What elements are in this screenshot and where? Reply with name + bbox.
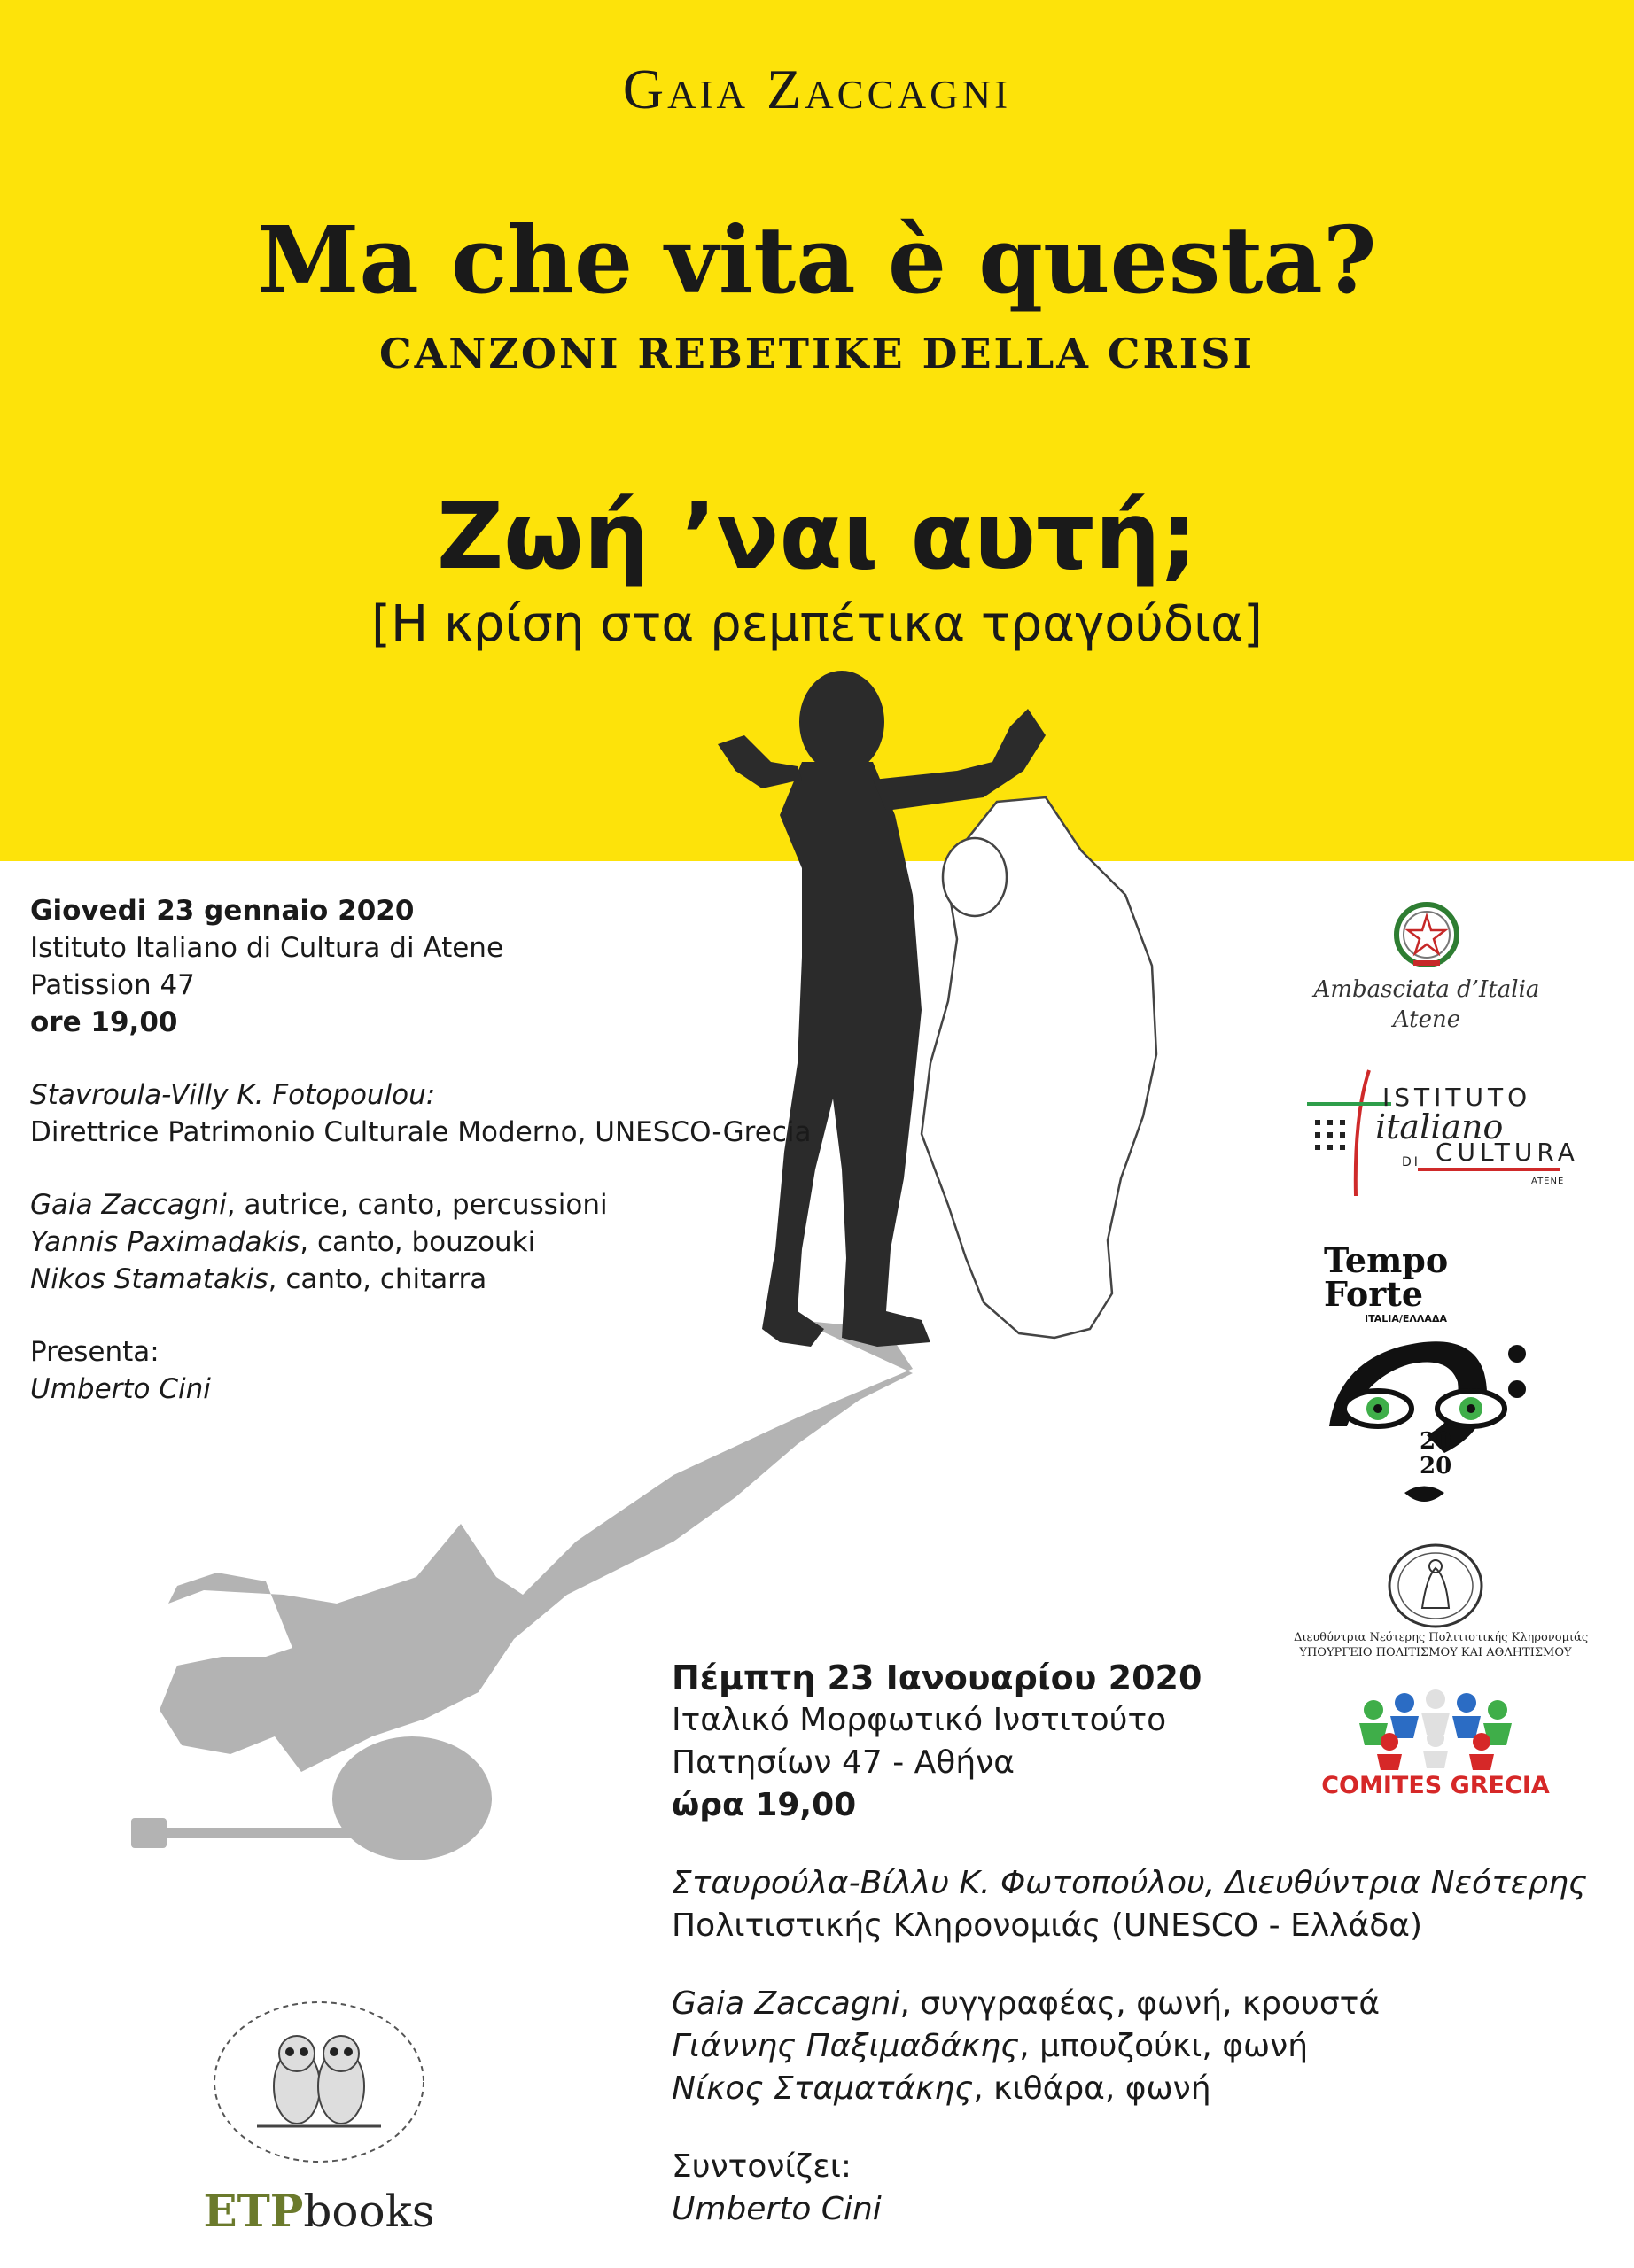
performer-role: , canto, bouzouki (300, 1226, 536, 1258)
etp-brand: ETP (203, 2185, 304, 2237)
performer-role: , συγγραφέας, φωνή, κρουστά (899, 1985, 1381, 2022)
performer-name: Γιάννης Παξιμαδάκης (672, 2028, 1020, 2064)
iic-line3: CULTURA (1436, 1138, 1579, 1167)
performer-gr (672, 2025, 1587, 2068)
tempo-line1: Tempo (1324, 1240, 1449, 1280)
performer-name: Yannis Paximadakis (30, 1226, 300, 1258)
tempo-year2: 20 (1420, 1453, 1452, 1480)
performer-name: Νίκος Σταματάκης (672, 2070, 974, 2107)
etp-wordmark (195, 2185, 443, 2237)
iic-logo (1303, 1063, 1579, 1205)
host-label-it: Presenta: (30, 1336, 160, 1368)
guest-name-it: Stavroula-Villy K. Fotopoulou: (30, 1079, 436, 1111)
ministry-line2: ΥΠΟΥΡΓΕΙΟ ΠΟΛΙΤΙΣΜΟΥ ΚΑΙ ΑΘΛΗΤΙΣΜΟΥ (1299, 1646, 1572, 1659)
ambasciata-logo (1276, 895, 1577, 1035)
etp-suffix: books (303, 2186, 435, 2237)
comites-logo (1320, 1683, 1551, 1799)
event-date-it: Giovedi 23 gennaio 2020 (30, 895, 415, 927)
host-name-gr: Umberto Cini (672, 2191, 882, 2227)
event-time-it: ore 19,00 (30, 1006, 178, 1038)
comites-label: COMITES GRECIA (1321, 1772, 1550, 1799)
tempo-line2: Forte (1324, 1274, 1423, 1314)
tempo-forte-logo (1320, 1240, 1551, 1515)
iic-line1: ISTITUTO (1382, 1083, 1532, 1112)
event-time-gr: ώρα 19,00 (672, 1787, 857, 1823)
performer-gr (672, 1983, 1587, 2025)
performer-gr (672, 2068, 1587, 2110)
performer-name: Gaia Zaccagni (672, 1985, 900, 2022)
title-greek: Ζωή ’ναι αυτή; (436, 482, 1198, 590)
performer-name: Nikos Stamatakis (30, 1263, 268, 1295)
performer-role: , canto, chitarra (268, 1263, 487, 1295)
iic-city: ATENE (1531, 1177, 1565, 1186)
ambasciata-line1: Ambasciata d’Italia (1313, 976, 1540, 1003)
iic-line2: italiano (1375, 1107, 1504, 1146)
guest-line2-gr: Πολιτιστικής Κληρονομιάς (UNESCO - Ελλάδα) (672, 1907, 1423, 1944)
performer-it (30, 1186, 811, 1223)
guest-line1-gr: Σταυρούλα-Βίλλυ Κ. Φωτοπούλου, Διευθύντρια Νεότερης (672, 1865, 1588, 1901)
tempo-year1: 20 (1420, 1428, 1452, 1455)
event-venue-it: Istituto Italiano di Cultura di Atene (30, 932, 504, 964)
title-italian: Ma che vita è questa? (257, 206, 1377, 315)
white-outline-figure (922, 797, 1156, 1338)
comites-people-icon (1347, 1683, 1524, 1772)
guest-role-it: Direttrice Patrimonio Culturale Moderno, UNESCO-Grecia (30, 1116, 812, 1148)
performer-it (30, 1223, 811, 1261)
ambasciata-line2: Atene (1392, 1006, 1461, 1033)
author-name: Gaia Zaccagni (622, 58, 1012, 120)
host-name-it: Umberto Cini (30, 1373, 211, 1405)
event-venue-gr: Ιταλικό Μορφωτικό Ινστιτούτο (672, 1702, 1167, 1738)
performer-role: , autrice, canto, percussioni (226, 1189, 608, 1221)
host-label-gr: Συντονίζει: (672, 2148, 852, 2185)
performer-it (30, 1261, 811, 1298)
ministry-seal-icon (1382, 1542, 1489, 1630)
subtitle-italian: CANZONI REBETIKE DELLA CRISI (378, 330, 1256, 377)
performer-name: Gaia Zaccagni (30, 1189, 227, 1221)
event-address-gr: Πατησίων 47 - Αθήνα (672, 1744, 1015, 1781)
owls-icon (204, 1993, 434, 2171)
etp-books-logo (195, 1993, 443, 2237)
ministry-logo (1294, 1542, 1589, 1660)
iic-prefix: DI (1402, 1155, 1420, 1169)
performer-role: , κιθάρα, φωνή (973, 2070, 1211, 2107)
event-details-italian (30, 892, 811, 1408)
italian-emblem-icon (1387, 895, 1467, 975)
subtitle-greek: [Η κρίση στα ρεμπέτικα τραγούδια] (371, 595, 1263, 653)
ministry-line1: Διευθύντρια Νεότερης Πολιτιστικής Κληρονομιάς (1294, 1631, 1589, 1644)
performer-role: , μπουζούκι, φωνή (1019, 2028, 1309, 2064)
event-address-it: Patission 47 (30, 969, 195, 1001)
tempo-sub: ITALIA/ΕΛΛΑΔΑ (1365, 1313, 1447, 1324)
event-date-gr: Πέμπτη 23 Ιανουαρίου 2020 (672, 1658, 1202, 1697)
